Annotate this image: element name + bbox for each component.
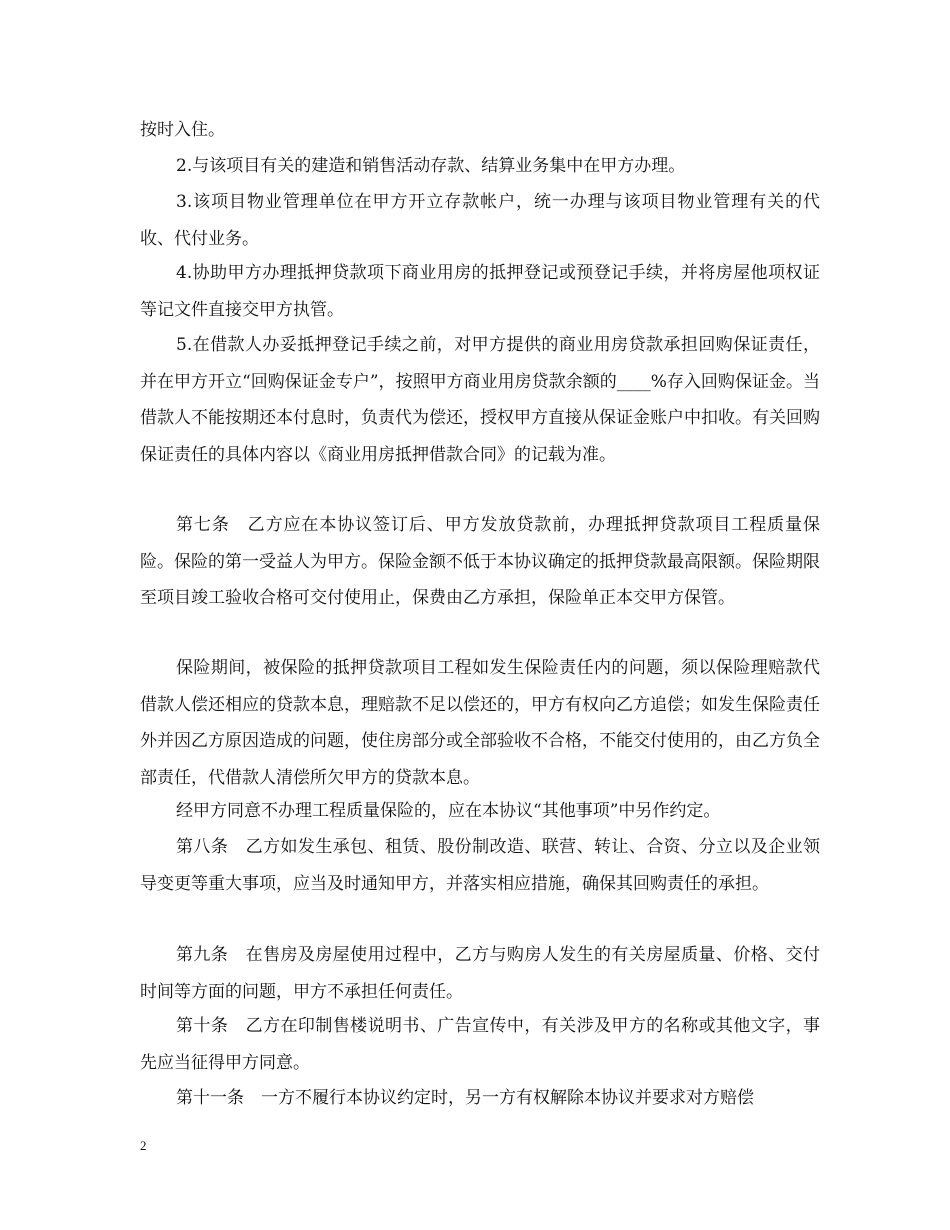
paragraph-5: 第七条 乙方应在本协议签订后、甲方发放贷款前，办理抵押贷款项目工程质量保险。保险的第一受益人为甲方。保险金额不低于本协议确定的抵押贷款最高限额。保险期限至项目竣工验收合格可交付使用止，保费由乙方承担，保险单正本交甲方保管。 xyxy=(140,515,820,608)
paragraph-0: 按时入住。 xyxy=(140,120,225,140)
paragraph-7: 经甲方同意不办理工程质量保险的，应在本协议“其他事项”中另作约定。 xyxy=(176,801,721,821)
paragraph-8: 第八条 乙方如发生承包、租赁、股份制改造、联营、转让、合资、分立以及企业领导变更等重大事项，应当及时通知甲方，并落实相应措施，确保其回购责任的承担。 xyxy=(140,837,820,894)
paragraph-6: 保险期间，被保险的抵押贷款项目工程如发生保险责任内的问题，须以保险理赔款代借款人偿还相应的贷款本息，理赔款不足以偿还的，甲方有权向乙方追偿；如发生保险责任外并因乙方原因造成的问题，使住房部分或全部验收不合格，不能交付使用的，由乙方负全部责任，代借款人清偿所欠甲方的贷款本息。 xyxy=(140,658,820,788)
paragraph-3: 4.协助甲方办理抵押贷款项下商业用房的抵押登记或预登记手续，并将房屋他项权证等记文件直接交甲方执管。 xyxy=(140,263,820,320)
paragraph-1: 2.与该项目有关的建造和销售活动存款、结算业务集中在甲方办理。 xyxy=(176,156,686,176)
paragraph-4: 5.在借款人办妥抵押登记手续之前，对甲方提供的商业用房贷款承担回购保证责任，并在甲方开立“回购保证金专户”，按照甲方商业用房贷款余额的____%存入回购保证金。当借款人不能按期还本付息时，负责代为偿还，授权甲方直接从保证金账户中扣收。有关回购保证责任的具体内容以《商业用房抵押借款合同》的记载为准。 xyxy=(140,335,820,465)
page-number: 2 xyxy=(140,1138,147,1153)
paragraph-11: 第十一条 一方不履行本协议约定时，另一方有权解除本协议并要求对方赔偿 xyxy=(176,1088,754,1108)
paragraph-9: 第九条 在售房及房屋使用过程中，乙方与购房人发生的有关房屋质量、价格、交付时间等方面的问题，甲方不承担任何责任。 xyxy=(140,945,820,1002)
paragraph-10: 第十条 乙方在印制售楼说明书、广告宣传中，有关涉及甲方的名称或其他文字，事先应当征得甲方同意。 xyxy=(140,1016,820,1073)
paragraph-2: 3.该项目物业管理单位在甲方开立存款帐户，统一办理与该项目物业管理有关的代收、代付业务。 xyxy=(140,192,820,249)
